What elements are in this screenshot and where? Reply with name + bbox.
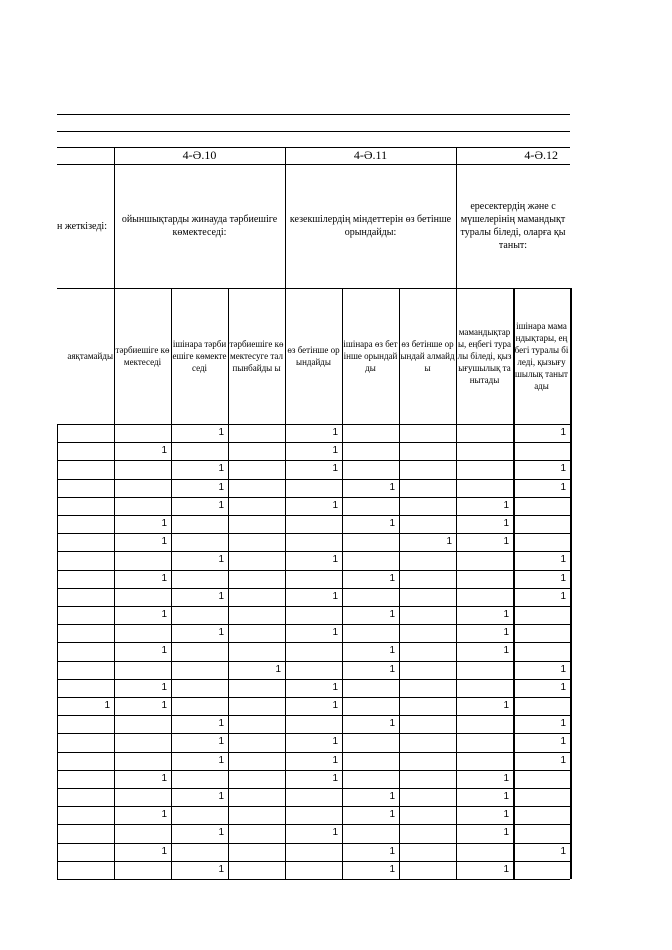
cell-value: 1 xyxy=(332,700,338,711)
cell-value: 1 xyxy=(332,463,338,475)
cell-value: 1 xyxy=(218,736,224,748)
cell-value: 1 xyxy=(503,791,509,802)
top-rule xyxy=(57,131,570,132)
cell-value: 1 xyxy=(218,827,224,839)
cell-value: 1 xyxy=(389,572,395,584)
group-desc-cell: кезекшілердің міндеттерін өз бетінше орындайды: xyxy=(289,214,452,238)
header-divider xyxy=(456,147,457,288)
left-desc-cell: н жеткізеді: xyxy=(57,220,107,232)
cell-value: 1 xyxy=(161,518,167,529)
column-border xyxy=(285,288,286,879)
column-border xyxy=(570,288,572,879)
sub-header-cell: тәрбиешіге көмектесуге талпынбайды ы xyxy=(229,339,284,373)
cell-value: 1 xyxy=(560,845,566,857)
sub-header-cell: өз бетінше орындайды xyxy=(287,345,340,367)
sub-header-cell: ішінара мамандықтары, еңбегі туралы біледі, қызығушылық танытады xyxy=(514,321,569,391)
header-divider xyxy=(285,147,286,288)
cell-value: 1 xyxy=(218,791,224,802)
cell-value: 1 xyxy=(218,590,224,602)
group-desc-cell: ересектердің және с мүшелерінің мамандықт туралы біледі, оларға қы таныт: xyxy=(460,201,566,251)
column-border xyxy=(228,288,229,879)
cell-value: 1 xyxy=(332,827,338,839)
column-border xyxy=(114,288,115,879)
row-border xyxy=(57,442,570,443)
row-border xyxy=(57,752,570,753)
cell-value: 1 xyxy=(161,645,167,657)
cell-value: 1 xyxy=(218,481,224,493)
cell-value: 1 xyxy=(560,754,566,766)
column-border xyxy=(513,288,515,879)
cell-value: 1 xyxy=(161,445,167,457)
cell-value: 1 xyxy=(161,845,167,857)
cell-value: 1 xyxy=(218,627,224,639)
cell-value: 1 xyxy=(560,554,566,566)
cell-value: 1 xyxy=(332,681,338,693)
cell-value: 1 xyxy=(161,609,167,620)
cell-value: 1 xyxy=(503,627,509,639)
cell-value: 1 xyxy=(560,572,566,584)
row-border xyxy=(57,843,570,844)
cell-value: 1 xyxy=(161,772,167,784)
row-border xyxy=(57,733,570,734)
sub-header-cell: ішінара өз бетінше орындайды xyxy=(343,339,398,373)
code-cell: 4-Ә.12 xyxy=(524,148,558,162)
cell-value: 1 xyxy=(161,809,167,821)
cell-value: 1 xyxy=(218,499,224,511)
cell-value: 1 xyxy=(446,536,452,548)
cell-value: 1 xyxy=(218,754,224,766)
cell-value: 1 xyxy=(560,663,566,675)
cell-value: 1 xyxy=(218,427,224,438)
row-border xyxy=(57,479,570,480)
cell-value: 1 xyxy=(503,700,509,711)
cell-value: 1 xyxy=(332,445,338,457)
cell-value: 1 xyxy=(560,718,566,730)
cell-value: 1 xyxy=(389,791,395,802)
cell-value: 1 xyxy=(332,627,338,639)
top-rule xyxy=(57,114,570,115)
cell-value: 1 xyxy=(161,572,167,584)
cell-value: 1 xyxy=(389,663,395,675)
cell-value: 1 xyxy=(332,590,338,602)
cell-value: 1 xyxy=(560,736,566,748)
column-border xyxy=(456,288,457,879)
column-border xyxy=(171,288,172,879)
row-border xyxy=(57,424,570,425)
cell-value: 1 xyxy=(560,681,566,693)
cell-value: 1 xyxy=(389,645,395,657)
sub-header-cell: ішінара тәрбиешіге көмектеседі xyxy=(172,339,227,373)
cell-value: 1 xyxy=(218,863,224,875)
sub-header-cell: тәрбиешіге көмектеседі xyxy=(115,345,170,367)
row-border xyxy=(57,661,570,662)
row-border xyxy=(57,879,570,880)
cell-value: 1 xyxy=(332,772,338,784)
cell-value: 1 xyxy=(503,772,509,784)
cell-value: 1 xyxy=(275,663,281,675)
cell-value: 1 xyxy=(560,481,566,493)
group-desc-cell: ойыншықтарды жинауда тәрбиешіге көмектеседі: xyxy=(121,214,278,238)
cell-value: 1 xyxy=(503,609,509,620)
column-border xyxy=(342,288,343,879)
cell-value: 1 xyxy=(560,427,566,438)
cell-value: 1 xyxy=(503,827,509,839)
cell-value: 1 xyxy=(332,499,338,511)
cell-value: 1 xyxy=(503,536,509,548)
row-border xyxy=(57,588,570,589)
cell-value: 1 xyxy=(503,499,509,511)
row-border xyxy=(57,679,570,680)
cell-value: 1 xyxy=(218,463,224,475)
cell-value: 1 xyxy=(161,700,167,711)
cell-value: 1 xyxy=(560,463,566,475)
cell-value: 1 xyxy=(218,718,224,730)
cell-value: 1 xyxy=(332,554,338,566)
cell-value: 1 xyxy=(389,609,395,620)
column-border xyxy=(57,424,58,879)
sub-header-cell: мамандықтары, еңбегі туралы біледі, қызығушылық танытады xyxy=(457,327,512,385)
row-border xyxy=(57,460,570,461)
cell-value: 1 xyxy=(389,718,395,730)
sub-header-cell: өз бетінше орындай алмайды xyxy=(400,339,455,373)
cell-value: 1 xyxy=(389,481,395,493)
cell-value: 1 xyxy=(503,518,509,529)
cell-value: 1 xyxy=(503,809,509,821)
row-border xyxy=(57,715,570,716)
cell-value: 1 xyxy=(332,427,338,438)
cell-value: 1 xyxy=(389,845,395,857)
cell-value: 1 xyxy=(332,754,338,766)
cell-value: 1 xyxy=(560,590,566,602)
cell-value: 1 xyxy=(503,645,509,657)
cell-value: 1 xyxy=(332,736,338,748)
cell-value: 1 xyxy=(104,700,110,711)
column-border xyxy=(399,288,400,879)
cell-value: 1 xyxy=(389,518,395,529)
cell-value: 1 xyxy=(218,554,224,566)
cell-value: 1 xyxy=(503,863,509,875)
code-cell: 4-Ә.10 xyxy=(182,148,217,162)
row-border xyxy=(57,570,570,571)
row-border xyxy=(57,551,570,552)
cell-value: 1 xyxy=(389,863,395,875)
cell-value: 1 xyxy=(389,809,395,821)
code-cell: 4-Ә.11 xyxy=(353,148,388,162)
cell-value: 1 xyxy=(161,681,167,693)
cell-value: 1 xyxy=(161,536,167,548)
left-sub-cell: аяқтамайды xyxy=(67,351,113,361)
header-divider xyxy=(114,147,115,288)
